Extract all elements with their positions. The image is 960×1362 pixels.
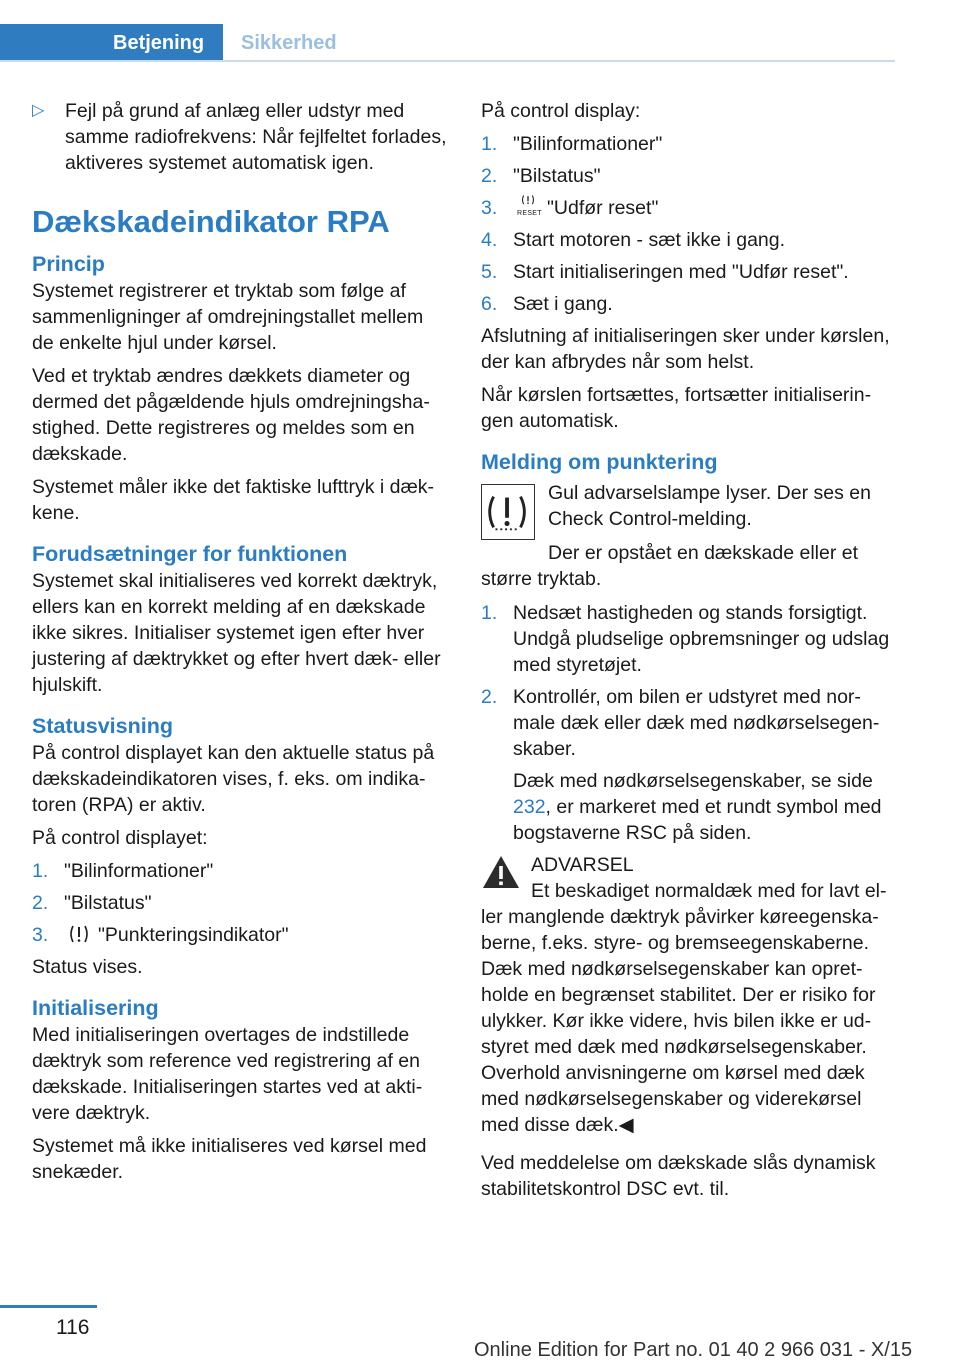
rsc-note: Dæk med nødkørselsegenskaber, se side 232, er markeret med et rundt symbol med bogstaverne RSC på siden.	[513, 770, 882, 844]
warning-title: ADVARSEL	[531, 854, 634, 876]
paragraph: På control display:	[481, 100, 641, 122]
paragraph: Systemet registrerer et tryktab som følge af sammenligninger af omdrejningstallet mellem de enkelte hjul under kørsel.	[32, 280, 424, 354]
paragraph: Når kørslen fortsættes, fortsætter initialiseringen automatisk.	[481, 384, 872, 432]
indicator-note	[481, 480, 895, 544]
paragraph: Status vises.	[32, 956, 143, 978]
paragraph: Systemet skal initialiseres ved korrekt dæktryk, ellers kan en korrekt melding af en dækskade ikke sikres. Initialiser systemet igen efter hver justering af dæktrykket og efter hvert dæk- eller hjulskift.	[32, 570, 441, 696]
reset-tire-icon: RESET	[517, 196, 539, 218]
edition-text: Online Edition for Part no. 01 40 2 966 031 - X/15	[474, 1339, 913, 1361]
tire-pressure-icon	[68, 923, 90, 945]
paragraph: Systemet måler ikke det faktiske lufttryk i dækkene.	[32, 476, 435, 524]
bullet-item	[32, 98, 450, 176]
list-item: 1. "Bilinformationer"	[32, 860, 214, 882]
list-item: 2. "Bilstatus"	[32, 892, 152, 914]
status-steps	[32, 858, 450, 948]
paragraph: Systemet må ikke initialiseres ved kørsel med snekæder.	[32, 1135, 427, 1183]
page-title: Dækskadeindikator RPA	[32, 204, 390, 239]
list-item: 3. RESET "Udfør reset"	[481, 197, 659, 219]
heading-initialisering: Initialisering	[32, 996, 159, 1020]
header-bar	[0, 0, 960, 62]
puncture-steps	[481, 600, 895, 846]
list-item: 1. "Bilinformationer"	[481, 133, 663, 155]
paragraph: Gul advarselslampe lyser. Der ses en Check Control-melding.	[548, 482, 871, 530]
list-item: 2. "Bilstatus"	[481, 165, 601, 187]
paragraph: På control displayet kan den aktuelle status på dækskadeindikatoren vises, f. eks. om indikatoren (RPA) er aktiv.	[32, 742, 435, 816]
paragraph: Ved meddelelse om dækskade slås dynamisk stabilitetskontrol DSC evt. til.	[481, 1152, 876, 1200]
list-item: 1. Nedsæt hastigheden og stands forsigtigt. Undgå pludselige opbremsninger og udslag med styretøjet.	[481, 602, 890, 676]
warning-triangle-icon	[481, 854, 521, 890]
heading-melding: Melding om punktering	[481, 450, 718, 474]
reset-steps	[481, 131, 895, 317]
heading-forudsaetninger: Forudsætninger for funktionen	[32, 542, 348, 566]
list-item: 3. "Punkteringsindikator"	[32, 924, 289, 946]
list-item: 2. Kontrollér, om bilen er udstyret med normale dæk eller dæk med nødkørselsegenskaber. Dæk med nødkørselsegenskaber, se side 232, er markeret med et rundt symbol med bogstaverne RSC på siden.	[481, 684, 895, 846]
list-item: 6. Sæt i gang.	[481, 293, 613, 315]
footer-divider	[0, 1305, 97, 1308]
list-item: 4. Start motoren - sæt ikke i gang.	[481, 229, 786, 251]
triangle-bullet-icon: ▷	[32, 102, 45, 119]
tab-sikkerhed[interactable]: Sikkerhed	[241, 32, 337, 54]
paragraph: Ved et tryktab ændres dækkets diameter og dermed det pågældende hjuls omdrejningshastighed. Dette registreres og meldes som en dækskade.	[32, 365, 430, 465]
heading-statusvisning: Statusvisning	[32, 714, 173, 738]
warning-text: Et beskadiget normaldæk med for lavt eller manglende dæktryk påvirker køreegenskaberne, f.eks. styre- og bremseegenskaberne. Dæk med nødkørselsegenskaber kan opretholde en begrænset stabilitet. Der er risiko for ulykker. Kør ikke videre, hvis bilen ikke er udstyret med dæk med nødkørselsegenskaber. Overhold anvisningerne om kørsel med dæk med nødkørselsegenskaber og viderekørsel med disse dæk.◀	[481, 880, 887, 1136]
page-number: 116	[56, 1316, 90, 1339]
warning-block	[481, 852, 895, 1138]
bullet-text: Fejl på grund af anlæg eller udstyr med samme radiofrekvens: Når fejlfeltet forlades, aktiveres systemet automatisk igen.	[65, 100, 447, 174]
header-divider	[0, 60, 895, 62]
paragraph: Der er opstået en dækskade eller et større tryktab.	[481, 542, 859, 590]
paragraph: På control displayet:	[32, 827, 208, 849]
tab-betjening[interactable]: Betjening	[0, 24, 223, 62]
right-column	[481, 98, 895, 1209]
tire-warning-lamp-icon	[481, 484, 535, 540]
list-item: 5. Start initialiseringen med "Udfør reset".	[481, 261, 849, 283]
heading-princip: Princip	[32, 252, 105, 276]
page-link[interactable]: 232	[513, 796, 546, 818]
paragraph: Med initialiseringen overtages de indstillede dæktryk som reference ved registrering af en dækskade. Initialiseringen startes ved at aktivere dæktryk.	[32, 1024, 423, 1124]
paragraph: Afslutning af initialiseringen sker under kørslen, der kan afbrydes når som helst.	[481, 325, 890, 373]
left-column	[32, 98, 450, 1192]
